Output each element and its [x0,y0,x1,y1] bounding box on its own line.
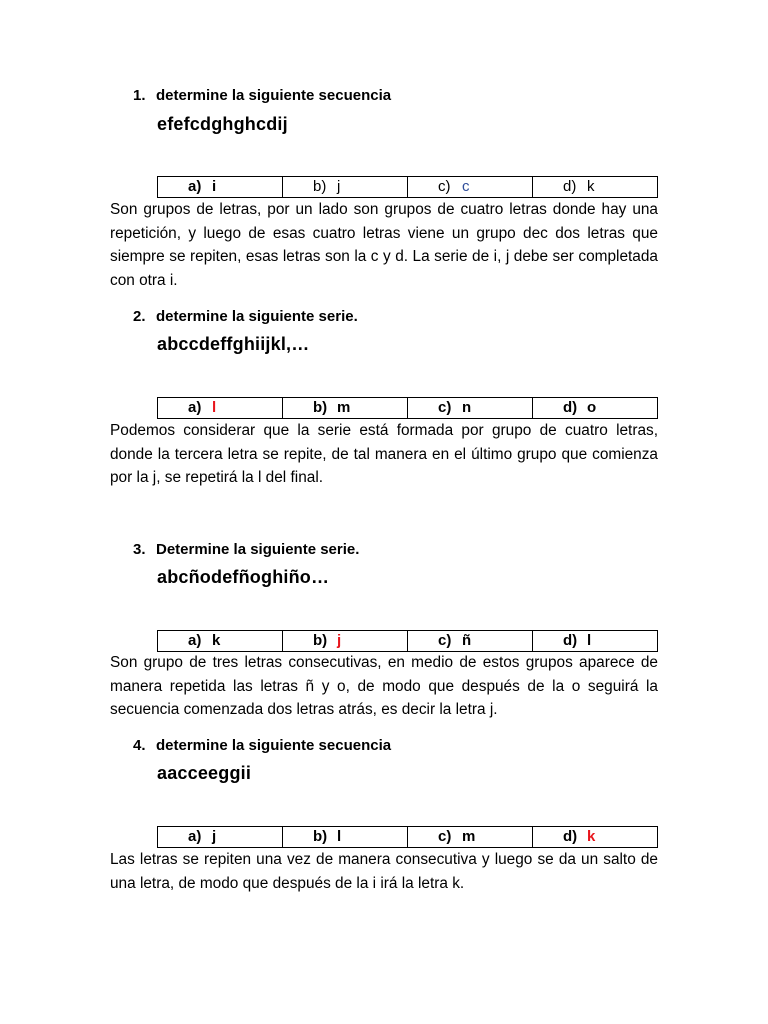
question-2-sequence: abccdeffghiijkl,… [157,334,310,354]
question-2-explanation: Podemos considerar que la serie está formada por grupo de cuatro letras, donde la tercera letra se repite, de tal manera en el último grupo que comienza por la j, se repetirá la l del final. [110,422,658,486]
option-c: c) c [408,177,533,198]
question-4-options [157,826,658,848]
question-number: 3. [133,541,146,558]
option-d: d) k [533,827,658,848]
option-b: b) j [283,631,408,652]
question-prompt: determine la siguiente secuencia [156,87,392,104]
option-d: d) o [533,398,658,419]
question-prompt: determine la siguiente serie. [156,308,358,325]
question-2-heading [133,308,358,325]
question-1-explanation: Son grupos de letras, por un lado son grupos de cuatro letras donde hay una repetición, y luego de esas cuatro letras viene un grupo dec dos letras que siempre se repiten, esas letras son la c y d. La serie de i, j debe ser completada con otra i. [110,201,658,289]
option-c: c) ñ [408,631,533,652]
option-b: b) m [283,398,408,419]
question-number: 4. [133,737,146,754]
question-1-heading [133,87,391,104]
question-3-heading [133,541,359,558]
option-d: d) l [533,631,658,652]
option-a: a) i [158,177,283,198]
option-a: a) l [158,398,283,419]
question-4-explanation: Las letras se repiten una vez de manera consecutiva y luego se da un salto de una letra, de modo que después de la i irá la letra k. [110,851,658,892]
question-3-explanation: Son grupo de tres letras consecutivas, en medio de estos grupos aparece de manera repetida las letras ñ y o, de modo que después de la o seguirá la secuencia comenzada dos letras atrás, es decir la letra j. [110,654,658,718]
option-d: d) k [533,177,658,198]
question-number: 2. [133,308,146,325]
option-b: b) j [283,177,408,198]
question-prompt: Determine la siguiente serie. [156,541,360,558]
option-a: a) j [158,827,283,848]
question-prompt: determine la siguiente secuencia [156,737,392,754]
question-1-options [157,176,658,198]
question-3-sequence: abcñodefñoghiño… [157,567,330,587]
question-4-sequence: aacceeggii [157,763,252,783]
option-c: c) n [408,398,533,419]
question-number: 1. [133,87,146,104]
option-b: b) l [283,827,408,848]
question-2-options [157,397,658,419]
question-3-options [157,630,658,652]
option-c: c) m [408,827,533,848]
option-a: a) k [158,631,283,652]
question-4-heading [133,737,391,754]
question-1-sequence: efefcdghghcdij [157,114,288,134]
